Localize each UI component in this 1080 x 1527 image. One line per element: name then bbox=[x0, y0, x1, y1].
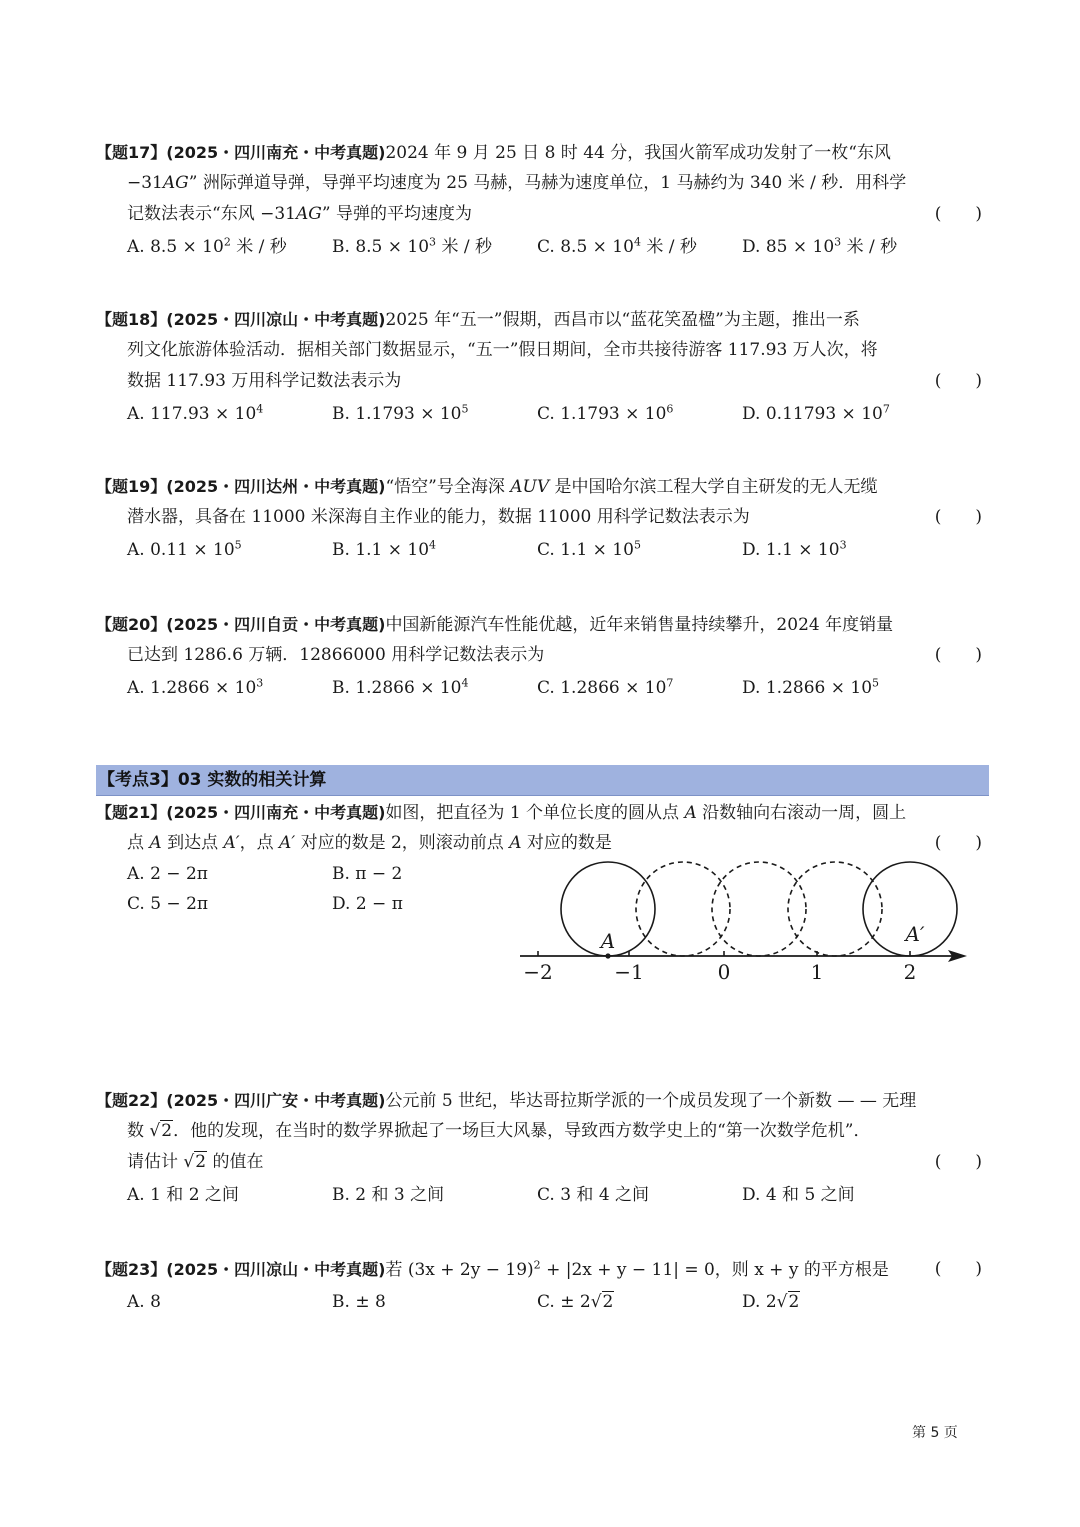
question-17-text-2b: AG bbox=[162, 173, 189, 193]
option-d: D. 2 − π bbox=[332, 894, 403, 914]
question-19-text-2: 潜水器，具备在 11000 米深海自主作业的能力，数据 11000 用科学记数法表示为 bbox=[127, 507, 750, 527]
answer-paren: ( ) bbox=[934, 1259, 982, 1279]
question-20-options bbox=[96, 671, 986, 705]
answer-paren: ( ) bbox=[934, 371, 982, 391]
option-a: A. $117.93 \times 10^4$ bbox=[127, 402, 264, 424]
point-a-dot bbox=[605, 953, 610, 958]
question-17-text-2a: −31 bbox=[127, 173, 163, 193]
answer-paren: ( ) bbox=[934, 1152, 982, 1172]
question-20-line-1 bbox=[96, 609, 986, 640]
question-18-text-3: 数据 117.93 万用科学记数法表示为 bbox=[127, 371, 402, 391]
option-a: A. 1 和 2 之间 bbox=[127, 1185, 239, 1205]
circle-dashed-3 bbox=[788, 862, 882, 956]
question-18-options bbox=[96, 397, 986, 431]
question-18-text-2: 列文化旅游体验活动．据相关部门数据显示，“五一”假日期间，全市共接待游客 117.93 万人次，将 bbox=[127, 340, 878, 360]
question-21-line-2: 点 A 到达点 A′，点 A′ 对应的数是 2，则滚动前点 A 对应的数是 ( ) bbox=[96, 828, 986, 859]
question-23-options bbox=[96, 1285, 986, 1319]
question-18-line-3 bbox=[96, 366, 986, 397]
point-a-label: A bbox=[600, 929, 616, 953]
question-20 bbox=[96, 609, 986, 705]
option-d: D. $1.1 \times 10^3$ bbox=[742, 538, 847, 560]
question-20-line-2 bbox=[96, 640, 986, 671]
question-18-line-2 bbox=[96, 335, 986, 366]
question-17-text-1: 2024 年 9 月 25 日 8 时 44 分，我国火箭军成功发射了一枚“东风 bbox=[385, 143, 891, 163]
option-b: B. $1.1793 \times 10^5$ bbox=[332, 402, 469, 424]
question-22-options bbox=[96, 1178, 986, 1212]
question-20-text-2: 已达到 1286.6 万辆．12866000 用科学记数法表示为 bbox=[127, 645, 545, 665]
question-22-tag: 【题22】(2025・四川广安・中考真题) bbox=[96, 1091, 386, 1110]
question-22-line-1 bbox=[96, 1085, 986, 1116]
option-a: A. $0.11 \times 10^5$ bbox=[127, 538, 242, 560]
question-18-line-1 bbox=[96, 304, 986, 335]
option-c: C. $8.5 \times 10^4$ 米 / 秒 bbox=[537, 235, 697, 257]
question-19-line-2 bbox=[96, 502, 986, 533]
tick-label: −1 bbox=[614, 960, 644, 984]
option-a: A. 2 − 2π bbox=[127, 864, 208, 884]
option-d: D. $0.11793 \times 10^7$ bbox=[742, 402, 890, 424]
page-number: 第 5 页 bbox=[912, 1425, 958, 1441]
question-22-line-3: 请估计 √2 的值在 ( ) bbox=[96, 1147, 986, 1178]
question-23-tag: 【题23】(2025・四川凉山・中考真题) bbox=[96, 1260, 386, 1279]
option-c: C. $1.1 \times 10^5$ bbox=[537, 538, 641, 560]
option-c: C. $1.1793 \times 10^6$ bbox=[537, 402, 674, 424]
question-17 bbox=[96, 137, 986, 264]
option-c: C. 3 和 4 之间 bbox=[537, 1185, 650, 1205]
question-21-tag: 【题21】(2025・四川南充・中考真题) bbox=[96, 803, 386, 822]
question-17-line-3 bbox=[96, 199, 986, 230]
option-b: B. ± 8 bbox=[332, 1292, 386, 1312]
sqrt-symbol: √2 bbox=[776, 1292, 800, 1312]
question-19-line-1: 【题19】(2025・四川达州・中考真题)“悟空”号全海深 AUV 是中国哈尔滨工程大学自主研发的无人无缆 bbox=[96, 477, 878, 497]
question-17-text-3b: AG bbox=[295, 204, 322, 224]
option-c: C. ± 2√2 bbox=[537, 1285, 614, 1319]
question-20-text-1: 中国新能源汽车性能优越，近年来销售量持续攀升，2024 年度销量 bbox=[385, 615, 894, 635]
question-18-tag: 【题18】(2025・四川凉山・中考真题) bbox=[96, 310, 386, 329]
option-c: C. 5 − 2π bbox=[127, 894, 209, 914]
question-21-line-1: 【题21】(2025・四川南充・中考真题)如图，把直径为 1 个单位长度的圆从点 A 沿数轴向右滚动一周，圆上 bbox=[96, 803, 907, 823]
question-17-tag: 【题17】(2025・四川南充・中考真题) bbox=[96, 143, 386, 162]
option-a: A. $1.2866 \times 10^3$ bbox=[127, 676, 264, 698]
option-d: D. $1.2866 \times 10^5$ bbox=[742, 676, 880, 698]
number-line-figure bbox=[515, 855, 975, 985]
point-a-prime-label: A′ bbox=[905, 922, 925, 946]
option-d: D. $85 \times 10^3$ 米 / 秒 bbox=[742, 235, 898, 257]
option-b: B. $8.5 \times 10^3$ 米 / 秒 bbox=[332, 235, 492, 257]
option-c: C. $1.2866 \times 10^7$ bbox=[537, 676, 674, 698]
question-17-text-2c: ” 洲际弹道导弹，导弹平均速度为 25 马赫，马赫为速度单位，1 马赫约为 340 米 / 秒．用科学 bbox=[188, 173, 907, 193]
sqrt-symbol: √2 bbox=[183, 1152, 207, 1172]
tick-label: 1 bbox=[810, 960, 824, 984]
question-17-options bbox=[96, 230, 986, 264]
question-20-tag: 【题20】(2025・四川自贡・中考真题) bbox=[96, 615, 386, 634]
section-heading: 【考点3】03 实数的相关计算 bbox=[96, 765, 989, 796]
tick-label: 2 bbox=[903, 960, 917, 984]
question-18 bbox=[96, 304, 986, 431]
answer-paren: ( ) bbox=[934, 204, 982, 224]
question-17-line-1 bbox=[96, 137, 986, 168]
option-b: B. π − 2 bbox=[332, 864, 403, 884]
sqrt-symbol: √2 bbox=[590, 1292, 614, 1312]
option-b: B. $1.1 \times 10^4$ bbox=[332, 538, 437, 560]
question-19-options bbox=[96, 533, 986, 567]
question-22-line-2: 数 √2．他的发现，在当时的数学界掀起了一场巨大风暴，导致西方数学史上的“第一次数学危机”． bbox=[96, 1116, 986, 1147]
tick-label: −2 bbox=[523, 960, 553, 984]
tick-label: 0 bbox=[717, 960, 731, 984]
sqrt-symbol: √2 bbox=[149, 1121, 173, 1141]
question-23-line-1: 【题23】(2025・四川凉山・中考真题)若 $(3x + 2y - 19)^2 + |2x + y - 11| = 0$，则 x + y 的平方根是 ( ) bbox=[96, 1254, 986, 1285]
option-b: B. $1.2866 \times 10^4$ bbox=[332, 676, 469, 698]
question-17-text-3c: ” 导弹的平均速度为 bbox=[321, 204, 472, 224]
answer-paren: ( ) bbox=[934, 833, 982, 853]
circle-dashed-2 bbox=[712, 862, 806, 956]
question-18-text-1: 2025 年“五一”假期，西昌市以“蓝花笑盈楹”为主题，推出一系 bbox=[385, 310, 860, 330]
option-d: D. 2√2 bbox=[742, 1285, 800, 1319]
question-22 bbox=[96, 1085, 986, 1212]
question-22-text-1: 公元前 5 世纪，毕达哥拉斯学派的一个成员发现了一个新数 — — 无理 bbox=[385, 1091, 917, 1111]
option-a: A. 8 bbox=[127, 1292, 161, 1312]
answer-paren: ( ) bbox=[934, 507, 982, 527]
question-17-line-2 bbox=[96, 168, 986, 199]
option-d: D. 4 和 5 之间 bbox=[742, 1185, 855, 1205]
option-a: A. $8.5 \times 10^2$ 米 / 秒 bbox=[127, 235, 287, 257]
question-19 bbox=[96, 471, 986, 567]
question-19-tag: 【题19】(2025・四川达州・中考真题) bbox=[96, 477, 386, 496]
answer-paren: ( ) bbox=[934, 645, 982, 665]
circle-dashed-1 bbox=[636, 862, 730, 956]
question-23 bbox=[96, 1254, 986, 1319]
option-b: B. 2 和 3 之间 bbox=[332, 1185, 445, 1205]
question-17-text-3a: 记数法表示“东风 −31 bbox=[127, 204, 296, 224]
